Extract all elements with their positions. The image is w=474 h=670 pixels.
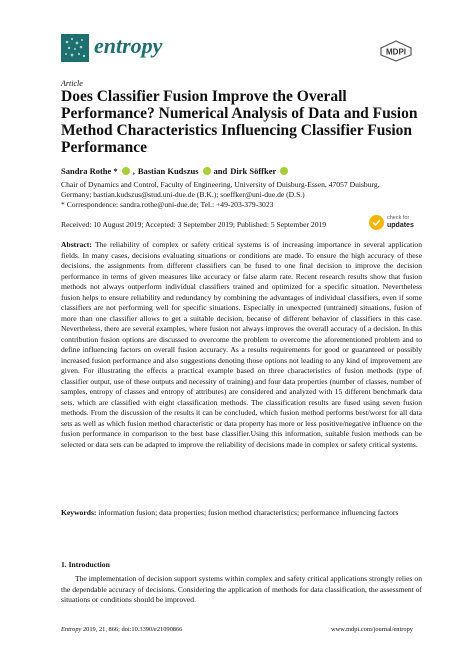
author-name[interactable]: Bastian Kudszus (137, 166, 199, 176)
check-for-updates-badge[interactable] (369, 212, 419, 232)
keywords-text: information fusion; data properties; fusion method characteristics; performance influencing factors (98, 508, 399, 517)
footer-citation: 2019, 21, 866; doi:10.3390/e21090866 (82, 626, 183, 633)
orcid-icon[interactable] (203, 167, 211, 175)
footer-url[interactable]: www.mdpi.com/journal/entropy (331, 626, 413, 633)
affiliation (61, 180, 391, 210)
section-heading: 1. Introduction (61, 560, 110, 569)
author-separator: , (132, 166, 135, 176)
check-updates-icon (369, 215, 384, 230)
author-list (61, 166, 421, 176)
paper-title: Does Classifier Fusion Improve the Overall Performance? Numerical Analysis of Data and Fusion Method Characteristics Influencing Classifier Fusion Performance (61, 88, 418, 156)
svg-text:MDPI: MDPI (386, 47, 406, 57)
author-name[interactable]: Sandra Rothe * (61, 166, 118, 176)
journal-name: entropy (94, 33, 163, 58)
correspondence: * Correspondence: sandra.rothe@uni-due.de; Tel.: +49-203-379-3023 (61, 200, 274, 209)
abstract (61, 240, 422, 450)
affiliation-text: Chair of Dynamics and Control, Faculty of Engineering, University of Duisburg-Essen, 47057 Duisburg, Germany; bastian.kudszus@stud.uni-due.de (B.K.); soeffker@uni-due.de (D.S.) (61, 180, 380, 199)
check-updates-line1: check for (387, 215, 410, 221)
keywords-label: Keywords: (61, 508, 97, 517)
orcid-icon[interactable] (280, 167, 288, 175)
orcid-icon[interactable] (122, 167, 130, 175)
author-name[interactable]: Dirk Söffker (230, 166, 277, 176)
check-updates-line2: updates (387, 222, 414, 229)
section-text: The implementation of decision support systems within complex and safety critical applications strongly relies on the dependable accuracy of decisions. Considering the application of methods for data classification, the assessment of situations or conditions should be improved. (61, 574, 422, 604)
author-separator: and (213, 166, 228, 176)
article-type: Article (61, 79, 83, 88)
entropy-logo-icon (61, 34, 89, 62)
page-footer (61, 626, 413, 633)
abstract-text: The reliability of complex or safety critical systems is of increasing importance in several application fields. In many cases, decisions evaluating situations or conditions are made. To ensure the high accuracy of these decisions, the assignments from different classifiers can be fused to one final decision to improve the decision performance in terms of given measures like accuracy or false alarm rate. Recent research results show that fusion methods not always outperform individual classifiers trained and optimized for a specific situation. Nevertheless fusion helps to ensure reliability and redundancy by combining the advantages of individual classifiers, even if some classifiers are not performing well for specific situations. Especially in unexpected (untrained) situations, fusion of more than one classifier allows to get a suitable decision, because of different behavior of classifiers in this case. Nevertheless, there are several examples, where fusion not always improves the overall accuracy of a decision. In this contribution fusion options are discussed to overcome the problem to overcome the aforementioned problem and to define influencing factors on overall fusion accuracy. As a results requirements for good or guaranteed or possibly increased fusion performance and also suggestions denoting those options not leading to any kind of improvement are given. For illustrating the effects a practical example based on three characteristics of fusion methods (type of classifier output, use of these outputs and necessity of training) and four data properties (number of classes, number of samples, entropy of classes and entropy of attributes) are considered and analyzed with 15 different benchmark data sets, which are classified with eight classification methods. The classification results are fused using seven fusion methods. From the discussion of the results it can be concluded, which fusion method performs best/worst for all data sets as well as which fusion method characteristic or data property has more or less positive/negative influence on the fusion performance in comparison to the best base classifier.Using this information, suitable fusion methods can be selected or data sets can be adapted to improve the reliability of decisions made in complex or safety critical systems. (61, 240, 422, 449)
footer-journal: Entropy (61, 626, 82, 633)
abstract-label: Abstract: (61, 240, 92, 249)
mdpi-logo (379, 40, 413, 62)
publication-dates: Received: 10 August 2019; Accepted: 3 September 2019; Published: 5 September 2019 (61, 220, 327, 229)
keywords (61, 508, 422, 519)
